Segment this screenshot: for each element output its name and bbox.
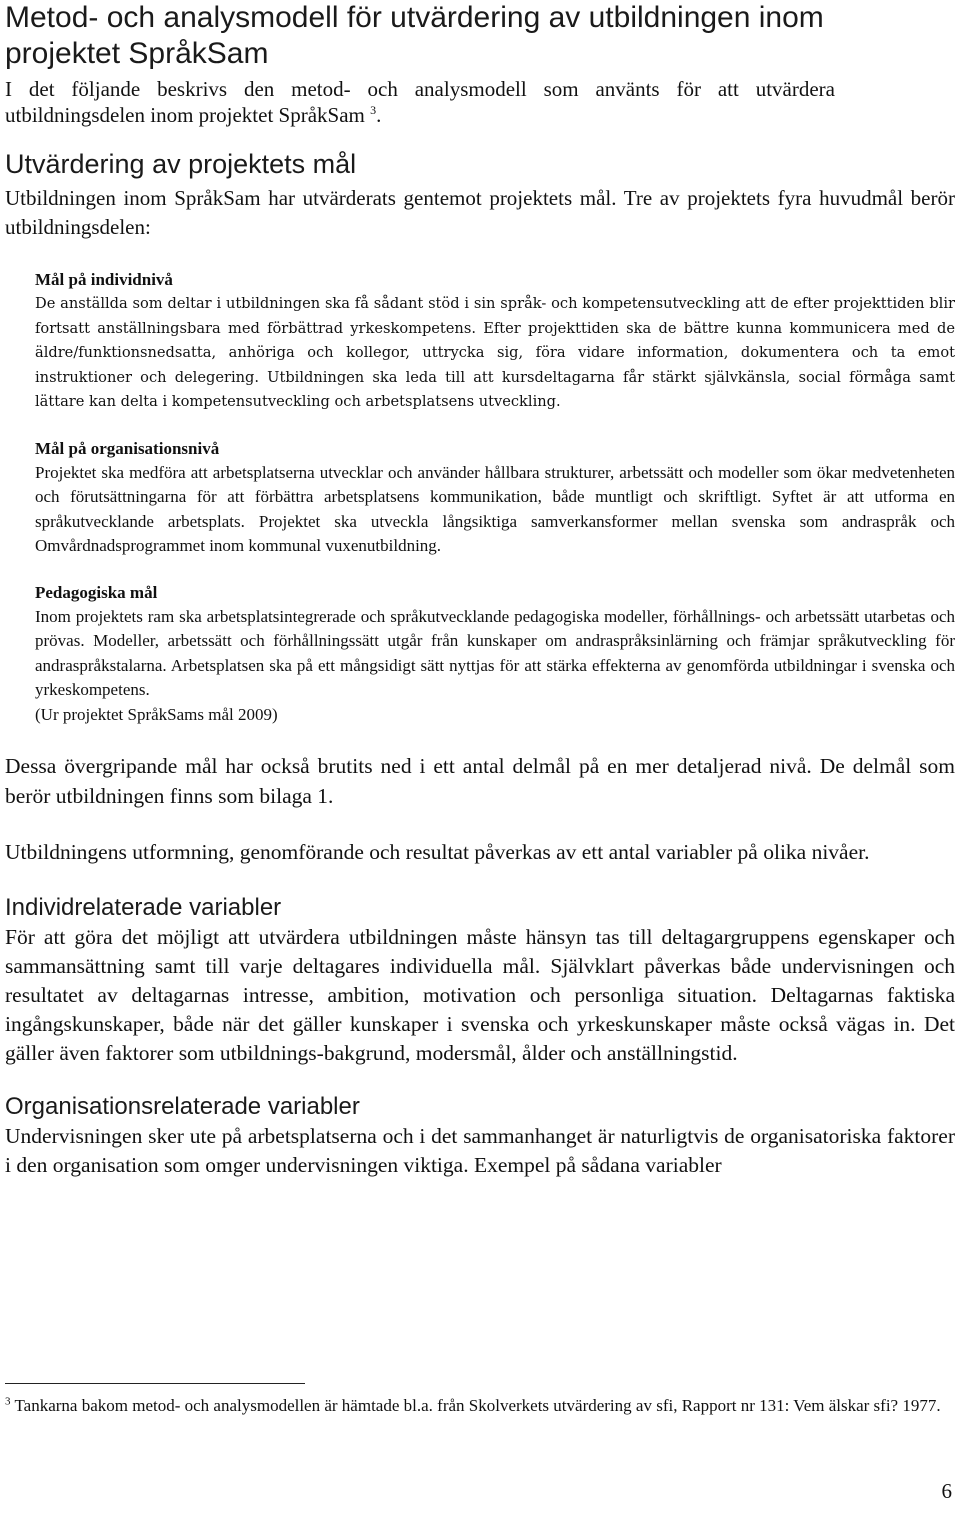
paragraph-subgoals: Dessa övergripande mål har också brutits ned i ett antal delmål på en mer detaljerad nivå. De delmål som berör utbildningen finns som bilaga 1. — [5, 754, 955, 808]
intro-end: . — [376, 103, 382, 127]
section-heading-goals: Utvärdering av projektets mål — [5, 149, 357, 179]
document-title: Metod- och analysmodell för utvärdering av utbildningen inom projektet SpråkSam — [5, 1, 824, 70]
footnote — [5, 1393, 945, 1418]
intro-paragraph — [5, 76, 835, 128]
quote-heading-individual: Mål på individnivå — [35, 270, 173, 289]
quote-text-pedagogical: Inom projektets ram ska arbetsplatsintegrerade och språkutvecklande pedagogiska modeller, förhållnings- och arbetssätt utarbetas och prövas. Modeller, arbetssätt och förhållningssätt utgår från kunskaper om andraspråksinlärning och främjar språkutveckling för andraspråkstalarna. Arbetsplatsen ska på ett mångsidigt sätt nyttjas för att stärka effekterna av genomförda utbildningar i svenska och yrkeskompetens. — [35, 606, 955, 699]
document-page — [5, 0, 955, 1180]
intro-text: I det följande beskrivs den metod- och analysmodell som använts för att utvärdera utbildningsdelen inom projektet SpråkSam — [5, 77, 835, 127]
footnote-separator — [5, 1383, 305, 1384]
section-organisation-variables-text: Undervisningen sker ute på arbetsplatserna och i det sammanhanget är naturligtvis de organisatoriska faktorer i den organisation som omger undervisningen viktiga. Exempel på sådana variabler — [5, 1124, 955, 1177]
section-heading-organisation-variables: Organisationsrelaterade variabler — [5, 1093, 360, 1120]
footnote-text: Tankarna bakom metod- och analysmodellen är hämtade bl.a. från Skolverkets utvärdering av sfi, Rapport nr 131: Vem älskar sfi? 1977. — [14, 1396, 941, 1415]
quote-text-individual: De anställda som deltar i utbildningen ska få sådant stöd i sin språk- och kompetensutveckling att de efter projekttiden blir fortsatt anställningsbara med förbättrad yrkeskompetens. Efter projekttiden ska de bättre kunna kommunicera med de äldre/funktionsnedsatta, anhöriga och kollegor, uttrycka sig, föra vidare information, dokumentera och ta emot instruktioner och delegering. Utbildningen ska leda till att kursdeltagarna får stärkt självkänsla, social förmåga samt lättare kan delta i kompetensutveckling och arbetsplatsens utveckling. — [35, 295, 955, 410]
quote-text-organisation: Projektet ska medföra att arbetsplatserna utvecklar och använder hållbara strukturer, arbetssätt och modeller som ökar medvetenheten och förutsättningarna för att förbättra arbetsplatsens kommunikation, både muntligt och skriftligt. Syftet är att utforma en språkutvecklande arbetsplats. Projektet ska utveckla långsiktiga samverkansformer mellan svenska som andraspråk och Omvårdnadsprogrammet inom kommunal vuxenutbildning. — [35, 462, 955, 555]
footnote-number: 3 — [5, 1395, 11, 1408]
section-individual-variables-text: För att göra det möjligt att utvärdera utbildningen måste hänsyn tas till deltagargruppens egenskaper och sammansättning samt till varje deltagares individuella mål. Självklart påverkas både undervisningen och resultatet av deltagarnas intresse, ambition, motivation och personliga situation. Deltagarnas faktiska ingångskunskaper, både när det gäller kunskaper i svenska och yrkeskunskaper måste också vägas in. Det gäller även faktorer som utbildnings-bakgrund, modersmål, ålder och anställningstid. — [5, 925, 955, 1065]
quote-heading-organisation: Mål på organisationsnivå — [35, 438, 220, 458]
paragraph-variables: Utbildningens utformning, genomförande och resultat påverkas av ett antal variabler på olika nivåer. — [5, 840, 870, 864]
goals-quote — [35, 268, 955, 727]
page-number: 6 — [941, 1479, 952, 1503]
section-goals-text: Utbildningen inom SpråkSam har utvärderats gentemot projektets mål. Tre av projektets fyra huvudmål berör utbildningsdelen: — [5, 186, 955, 239]
section-heading-individual-variables: Individrelaterade variabler — [5, 894, 282, 921]
quote-source: (Ur projektet SpråkSams mål 2009) — [35, 704, 278, 724]
footnote-reference[interactable]: 3 — [370, 103, 377, 117]
quote-heading-pedagogical: Pedagogiska mål — [35, 582, 158, 602]
